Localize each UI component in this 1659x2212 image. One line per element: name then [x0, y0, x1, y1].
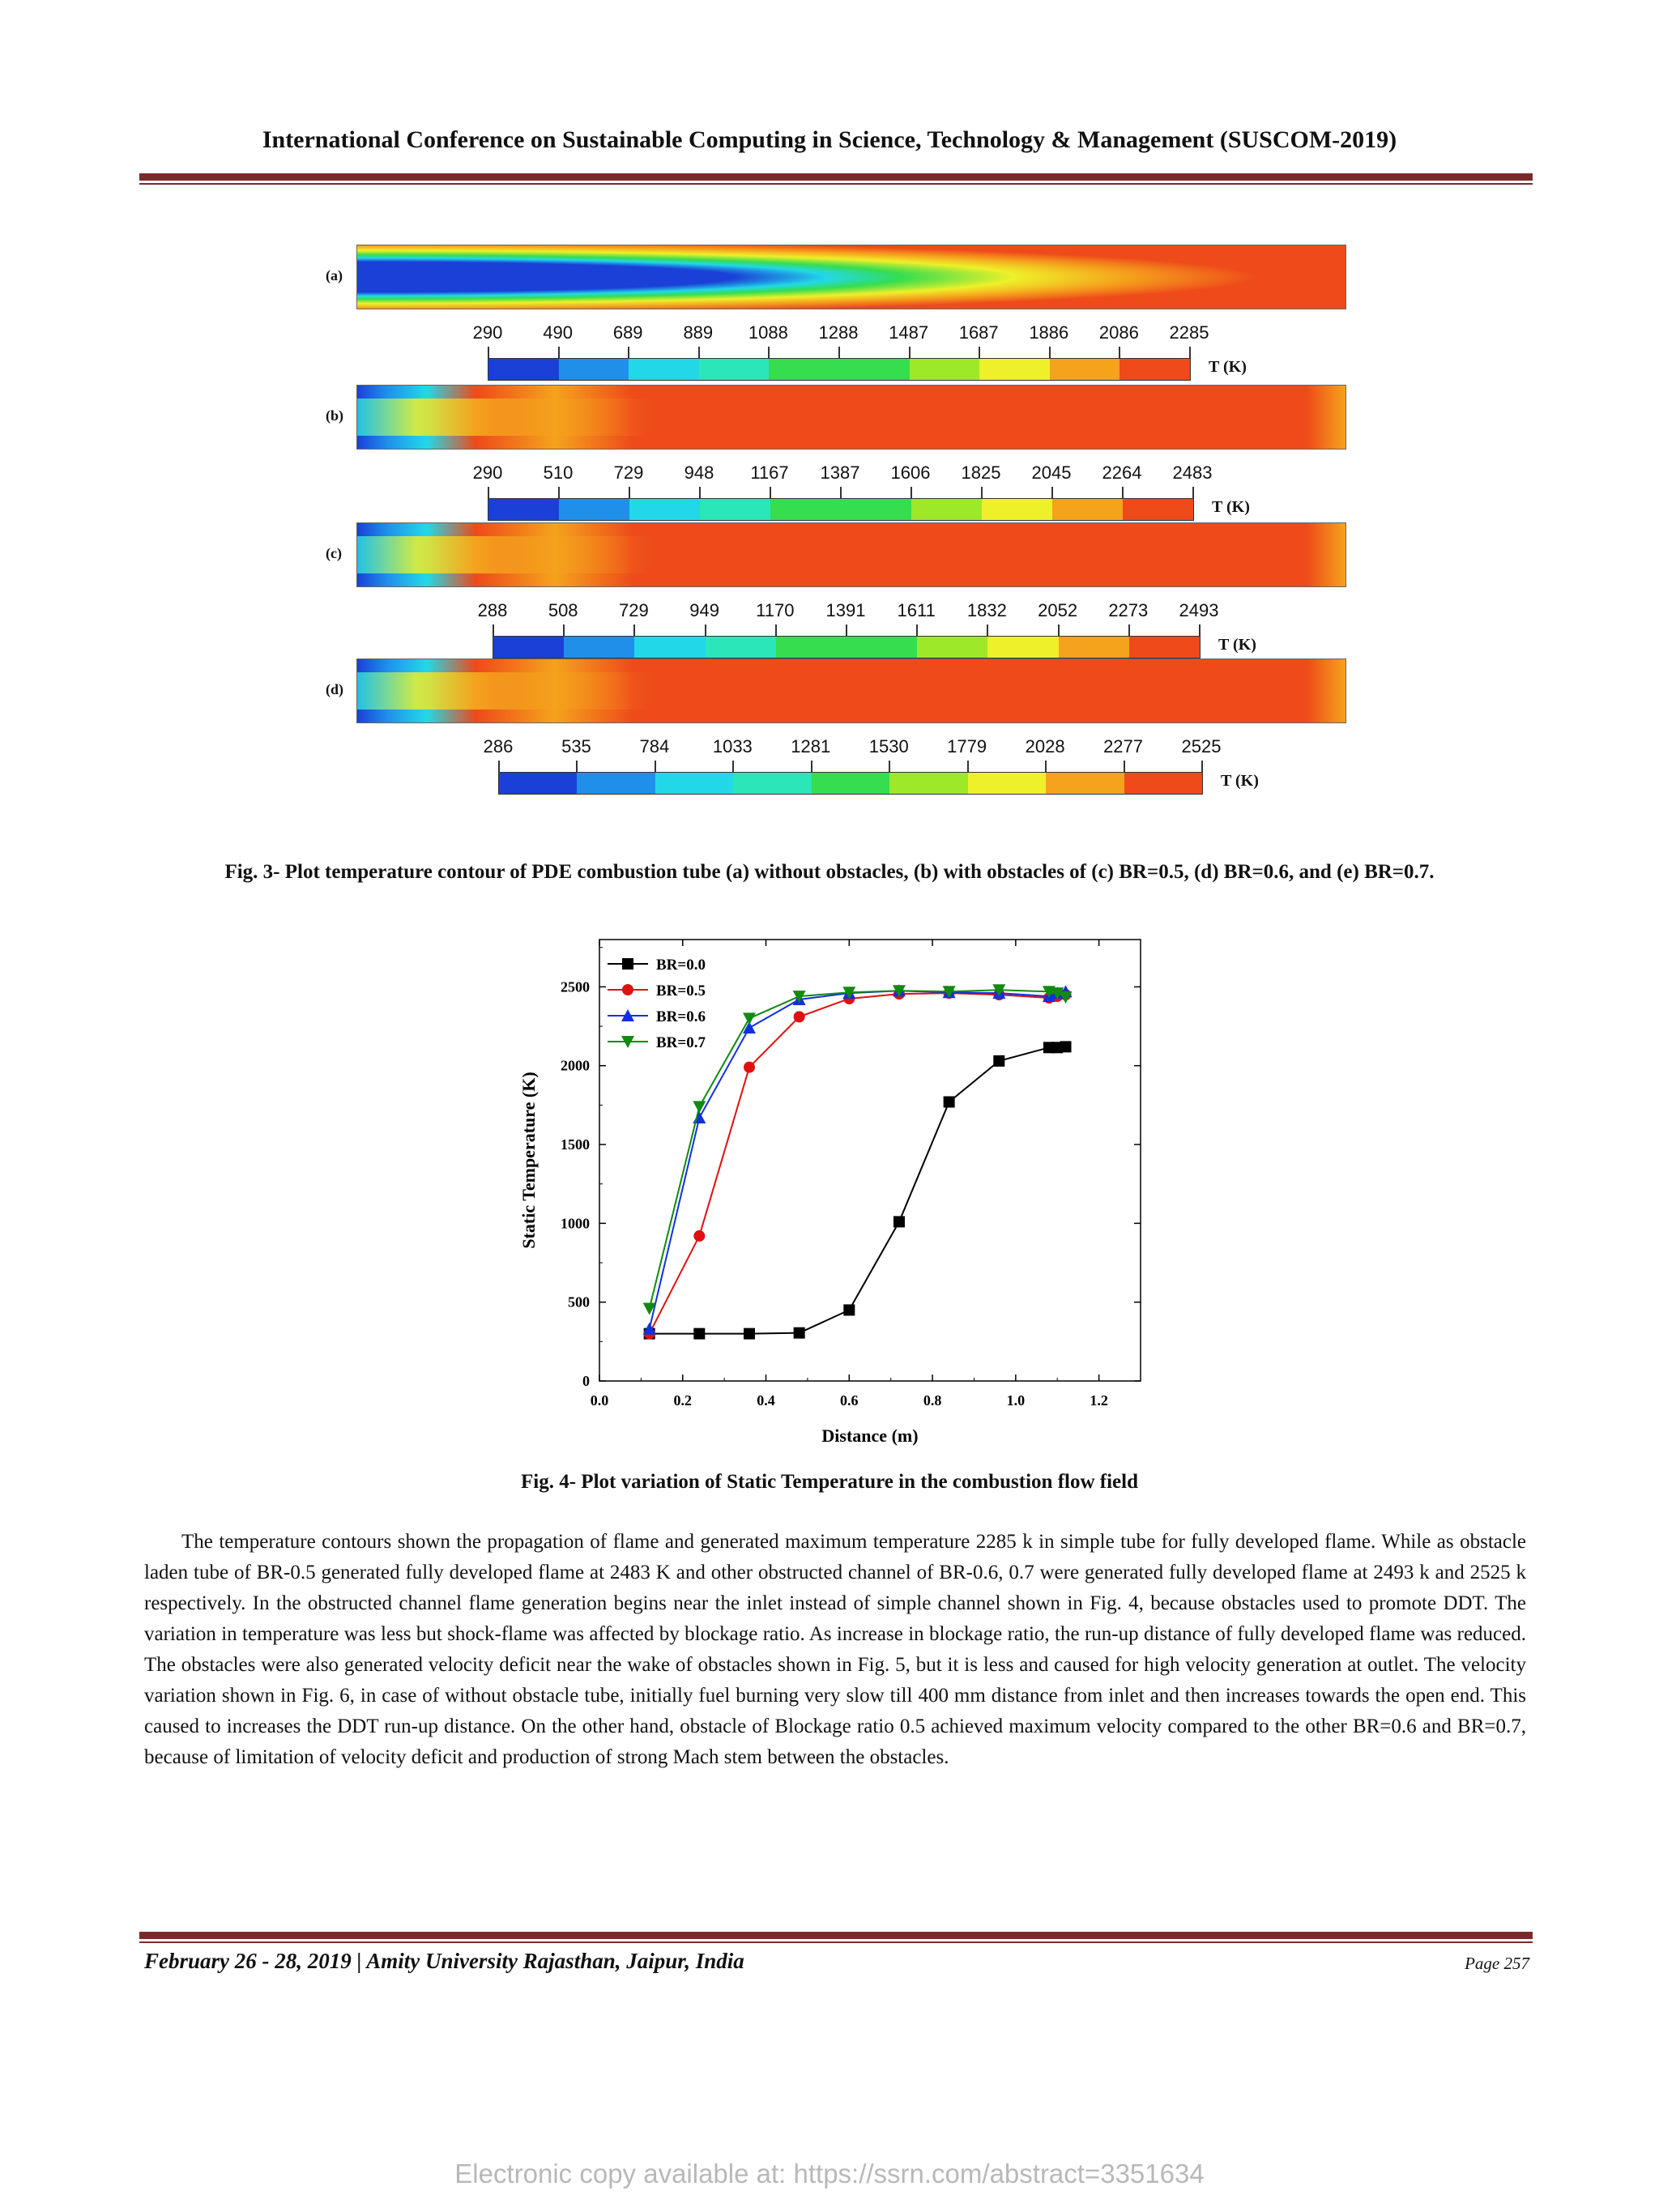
y-tick-label: 500	[568, 1294, 590, 1311]
colorbar-segment	[733, 773, 811, 794]
data-point	[622, 958, 633, 970]
colorbar-tick-label: 1033	[712, 736, 753, 757]
data-point	[693, 1101, 706, 1113]
series-line	[650, 991, 1066, 1329]
colorbar-tick-mark	[1045, 761, 1047, 772]
x-tick-label: 0.6	[840, 1392, 859, 1409]
colorbar-tick-label: 288	[477, 600, 508, 620]
colorbar-tick-label: 2483	[1172, 462, 1213, 483]
colorbar-segment	[979, 359, 1050, 380]
colorbar-tick-label: 2045	[1031, 462, 1072, 483]
colorbar-tick-label: 1611	[897, 600, 936, 620]
x-axis-label: Distance (m)	[821, 1426, 919, 1446]
flame-core	[357, 672, 654, 710]
colorbar-tick-mark	[1051, 487, 1053, 498]
colorbar-segment	[699, 359, 770, 380]
panel-label: (d)	[326, 681, 343, 697]
series-line	[650, 990, 1066, 1308]
colorbar-segment	[559, 359, 629, 380]
colorbar-tick-labels	[472, 462, 1213, 484]
colorbar-tick-label: 508	[548, 600, 578, 620]
colorbar-tick-label: 948	[684, 462, 714, 483]
colorbar-tick-mark	[770, 487, 771, 498]
colorbar-tick-label: 1281	[791, 736, 831, 757]
data-point	[622, 984, 633, 995]
colorbar-tick-mark	[1124, 761, 1125, 772]
colorbar-tick-mark	[558, 487, 560, 498]
colorbar-segment	[1123, 499, 1193, 520]
colorbar-tick-marks	[488, 347, 1189, 358]
colorbar-segment	[488, 359, 559, 380]
colorbar-tick-mark	[1049, 347, 1051, 358]
colorbar-tick-label: 286	[483, 736, 514, 757]
colorbar-segment	[1124, 773, 1202, 794]
colorbar-tick-label: 1170	[756, 600, 795, 620]
colorbar-tick-label: 1606	[890, 462, 931, 483]
colorbar-segment	[1052, 499, 1123, 520]
colorbar-tick-label: 2264	[1102, 462, 1142, 483]
colorbar-segment	[564, 637, 634, 658]
colorbar-tick-mark	[1192, 487, 1194, 498]
conference-header: International Conference on Sustainable Computing in Science, Technology & Management (SUSCOM-2019)	[262, 126, 1397, 153]
colorbar-tick-label: 1779	[947, 736, 987, 757]
colorbar-segment	[911, 499, 982, 520]
colorbar-tick-label: 729	[619, 600, 649, 620]
x-tick-label: 1.2	[1090, 1392, 1108, 1409]
colorbar-tick-label: 2028	[1025, 736, 1065, 757]
panel-label: (c)	[326, 545, 342, 561]
y-tick-label: 1000	[561, 1215, 590, 1232]
colorbar-tick-mark	[498, 761, 500, 772]
colorbar-tick-label: 2525	[1181, 736, 1222, 757]
colorbar-segment	[1050, 359, 1120, 380]
colorbar	[493, 636, 1201, 658]
x-tick-label: 0.0	[590, 1392, 609, 1409]
colorbar-tick-label: 889	[683, 322, 714, 343]
colorbar-tick-marks	[493, 624, 1199, 636]
colorbar-tick-mark	[558, 347, 560, 358]
data-point	[693, 1230, 705, 1242]
colorbar-tick-mark	[1058, 624, 1060, 636]
body-paragraph: The temperature contours shown the propagation of flame and generated maximum temperature 2285 k in simple tube for fully developed flame. While as obstacle laden tube of BR-0.5 generated fully developed flame at 2483 K and other obstructed channel of BR-0.6, 0.7 were generated fully developed flame at 2493 k and 2525 k respectively. In the obstructed channel flame generation begins near the inlet instead of simple channel shown in Fig. 4, because obstacles used to promote DDT. The variation in temperature was less but shock-flame was affected by blockage ratio. As increase in blockage ratio, the run-up distance of fully developed flame was reduced. The obstacles were also generated velocity deficit near the wake of obstacles shown in Fig. 5, but it is less and caused for high velocity generation at outlet. The velocity variation shown in Fig. 6, in case of without obstacle tube, initially fuel burning very slow till 400 mm distance from inlet and then increases towards the open end. This caused to increases the DDT run-up distance. On the other hand, obstacle of Blockage ratio 0.5 achieved maximum velocity compared to the other BR=0.6 and BR=0.7, because of limitation of velocity deficit and production of strong Mach stem between the obstacles.	[144, 1531, 1526, 1768]
colorbar	[498, 772, 1203, 795]
colorbar-segment	[634, 637, 705, 658]
colorbar-tick-label: 1825	[961, 462, 1001, 483]
colorbar-tick-label: 1487	[889, 322, 929, 343]
colorbar-segment	[769, 359, 839, 380]
colorbar-tick-mark	[1122, 487, 1124, 498]
colorbar-tick-mark	[493, 624, 494, 636]
colorbar-tick-label: 1530	[868, 736, 909, 757]
colorbar-tick-label: 1387	[820, 462, 860, 483]
colorbar-segment	[812, 773, 889, 794]
colorbar-segment	[1059, 637, 1129, 658]
flame-core	[357, 536, 654, 574]
colorbar-tick-label: 1288	[818, 322, 859, 343]
colorbar-tick-mark	[846, 624, 847, 636]
data-point	[744, 1062, 755, 1073]
colorbar-tick-mark	[633, 624, 635, 636]
colorbar-tick-label: 2052	[1038, 600, 1078, 620]
colorbar-segment	[917, 637, 987, 658]
contour-plot	[356, 245, 1346, 309]
header-rule	[139, 173, 1533, 181]
colorbar-tick-mark	[1201, 761, 1203, 772]
colorbar-segment	[493, 637, 564, 658]
data-point	[744, 1328, 755, 1340]
flame-core	[357, 399, 654, 437]
colorbar-tick-label: 949	[689, 600, 719, 620]
colorbar-tick-label: 2273	[1108, 600, 1149, 620]
colorbar-tick-mark	[732, 761, 734, 772]
colorbar-tick-labels	[483, 736, 1222, 757]
footer-rule	[139, 1932, 1533, 1939]
x-tick-label: 0.4	[757, 1392, 775, 1409]
colorbar-segment	[559, 499, 629, 520]
data-point	[693, 1328, 705, 1340]
x-tick-label: 1.0	[1006, 1392, 1026, 1409]
colorbar-tick-label: 1088	[748, 322, 788, 343]
colorbar-tick-mark	[768, 347, 770, 358]
legend-label: BR=0.7	[656, 1034, 706, 1051]
colorbar-tick-mark	[979, 347, 980, 358]
colorbar-tick-label: 2086	[1098, 322, 1139, 343]
ssrn-watermark: Electronic copy available at: https://ssrn.com/abstract=3351634	[454, 2159, 1205, 2189]
y-tick-label: 2500	[561, 978, 590, 995]
colorbar-tick-label: 2277	[1103, 736, 1144, 757]
colorbar-segment	[889, 773, 967, 794]
colorbar-tick-label: 510	[543, 462, 574, 483]
colorbar-tick-label: 2493	[1179, 600, 1219, 620]
colorbar-tick-mark	[488, 347, 489, 358]
plot-frame	[599, 940, 1141, 1381]
contour-plot	[356, 385, 1346, 450]
colorbar-tick-mark	[488, 487, 489, 498]
series-line	[650, 1046, 1066, 1333]
colorbar-segment	[776, 637, 847, 658]
y-tick-label: 2000	[561, 1057, 590, 1074]
colorbar-segment	[700, 499, 770, 520]
colorbar-segment	[499, 773, 577, 794]
panel-label: (b)	[326, 407, 343, 424]
colorbar-tick-mark	[987, 624, 988, 636]
colorbar-unit-label: T (K)	[1218, 636, 1256, 654]
footer-rule-thin	[139, 1941, 1533, 1943]
data-point	[993, 1055, 1004, 1067]
colorbar-segment	[1129, 637, 1200, 658]
legend-label: BR=0.5	[656, 982, 706, 999]
colorbar-tick-mark	[775, 624, 777, 636]
colorbar-tick-mark	[1199, 624, 1201, 636]
colorbar-segment	[968, 773, 1046, 794]
colorbar-segment	[1046, 773, 1124, 794]
colorbar-tick-labels	[477, 600, 1219, 621]
y-axis-label: Static Temperature (K)	[518, 1072, 539, 1249]
colorbar-tick-mark	[1189, 347, 1191, 358]
colorbar-tick-label: 2285	[1169, 322, 1209, 343]
colorbar-tick-mark	[840, 487, 842, 498]
colorbar-tick-label: 689	[612, 322, 643, 343]
colorbar-segment	[847, 637, 917, 658]
colorbar	[488, 498, 1194, 521]
colorbar-tick-label: 784	[639, 736, 670, 757]
header-rule-thin	[139, 183, 1533, 185]
data-point	[843, 1304, 855, 1315]
y-tick-label: 1500	[561, 1136, 590, 1153]
colorbar-segment	[987, 637, 1058, 658]
colorbar-tick-label: 1391	[825, 600, 866, 620]
series-line	[650, 993, 1066, 1333]
colorbar-tick-mark	[628, 347, 629, 358]
colorbar-tick-label: 1687	[958, 322, 999, 343]
contour-plot	[356, 658, 1346, 723]
colorbar-tick-mark	[811, 761, 812, 772]
colorbar-segment	[629, 499, 700, 520]
colorbar-tick-mark	[1128, 624, 1130, 636]
data-point	[794, 1328, 805, 1339]
colorbar-unit-label: T (K)	[1212, 498, 1250, 516]
colorbar-unit-label: T (K)	[1209, 358, 1247, 376]
colorbar-tick-label: 1832	[966, 600, 1007, 620]
data-point	[893, 1216, 905, 1227]
colorbar-tick-mark	[1119, 347, 1120, 358]
data-point	[1060, 1041, 1072, 1052]
x-tick-label: 0.2	[673, 1392, 693, 1409]
colorbar-tick-mark	[629, 487, 630, 498]
x-tick-label: 0.8	[923, 1392, 942, 1409]
data-point	[794, 1011, 805, 1022]
colorbar-segment	[770, 499, 841, 520]
colorbar-segment	[706, 637, 776, 658]
colorbar-tick-mark	[838, 347, 840, 358]
figure-4-static-temperature-chart	[502, 931, 1150, 1466]
colorbar-tick-label: 490	[543, 322, 573, 343]
y-tick-label: 0	[582, 1373, 590, 1389]
colorbar-tick-mark	[705, 624, 706, 636]
colorbar-tick-mark	[916, 624, 918, 636]
colorbar-tick-mark	[563, 624, 565, 636]
colorbar-tick-label: 1167	[750, 462, 789, 483]
colorbar-tick-mark	[981, 487, 983, 498]
colorbar-segment	[839, 359, 910, 380]
colorbar-segment	[982, 499, 1052, 520]
figure-3-caption: Fig. 3- Plot temperature contour of PDE combustion tube (a) without obstacles, (b) with obstacles of (c) BR=0.5, (d) BR=0.6, and (e) BR=0.7.	[224, 861, 1435, 883]
colorbar-segment	[1120, 359, 1190, 380]
colorbar-tick-labels	[472, 322, 1209, 343]
colorbar-segment	[577, 773, 655, 794]
colorbar-tick-mark	[911, 487, 912, 498]
colorbar-tick-mark	[967, 761, 969, 772]
page-number: Page 257	[1465, 1954, 1529, 1973]
colorbar-tick-mark	[698, 347, 700, 358]
panel-label: (a)	[326, 267, 343, 283]
colorbar-segment	[841, 499, 911, 520]
colorbar-tick-label: 290	[472, 462, 503, 483]
legend-label: BR=0.6	[656, 1008, 706, 1025]
footer-conference-info: February 26 - 28, 2019 | Amity University Rajasthan, Jaipur, India	[144, 1949, 744, 1973]
colorbar-tick-mark	[655, 761, 656, 772]
colorbar-tick-mark	[576, 761, 578, 772]
colorbar-tick-mark	[699, 487, 701, 498]
colorbar-tick-label: 535	[561, 736, 591, 757]
contour-plot	[356, 522, 1346, 587]
colorbar-segment	[488, 499, 559, 520]
figure-4-caption: Fig. 4- Plot variation of Static Temperature in the combustion flow field	[521, 1471, 1138, 1493]
colorbar-tick-label: 729	[613, 462, 644, 483]
legend-label: BR=0.0	[656, 957, 706, 974]
colorbar-tick-marks	[498, 761, 1201, 772]
colorbar-tick-label: 1886	[1029, 322, 1069, 343]
data-point	[743, 1012, 756, 1025]
colorbar-tick-mark	[909, 347, 911, 358]
data-point	[944, 1096, 955, 1107]
colorbar-segment	[655, 773, 733, 794]
colorbar-tick-mark	[889, 761, 890, 772]
colorbar-segment	[910, 359, 980, 380]
colorbar-segment	[629, 359, 699, 380]
colorbar-tick-marks	[488, 487, 1192, 498]
colorbar-tick-label: 290	[472, 322, 503, 343]
colorbar	[488, 358, 1191, 381]
colorbar-unit-label: T (K)	[1221, 772, 1259, 790]
